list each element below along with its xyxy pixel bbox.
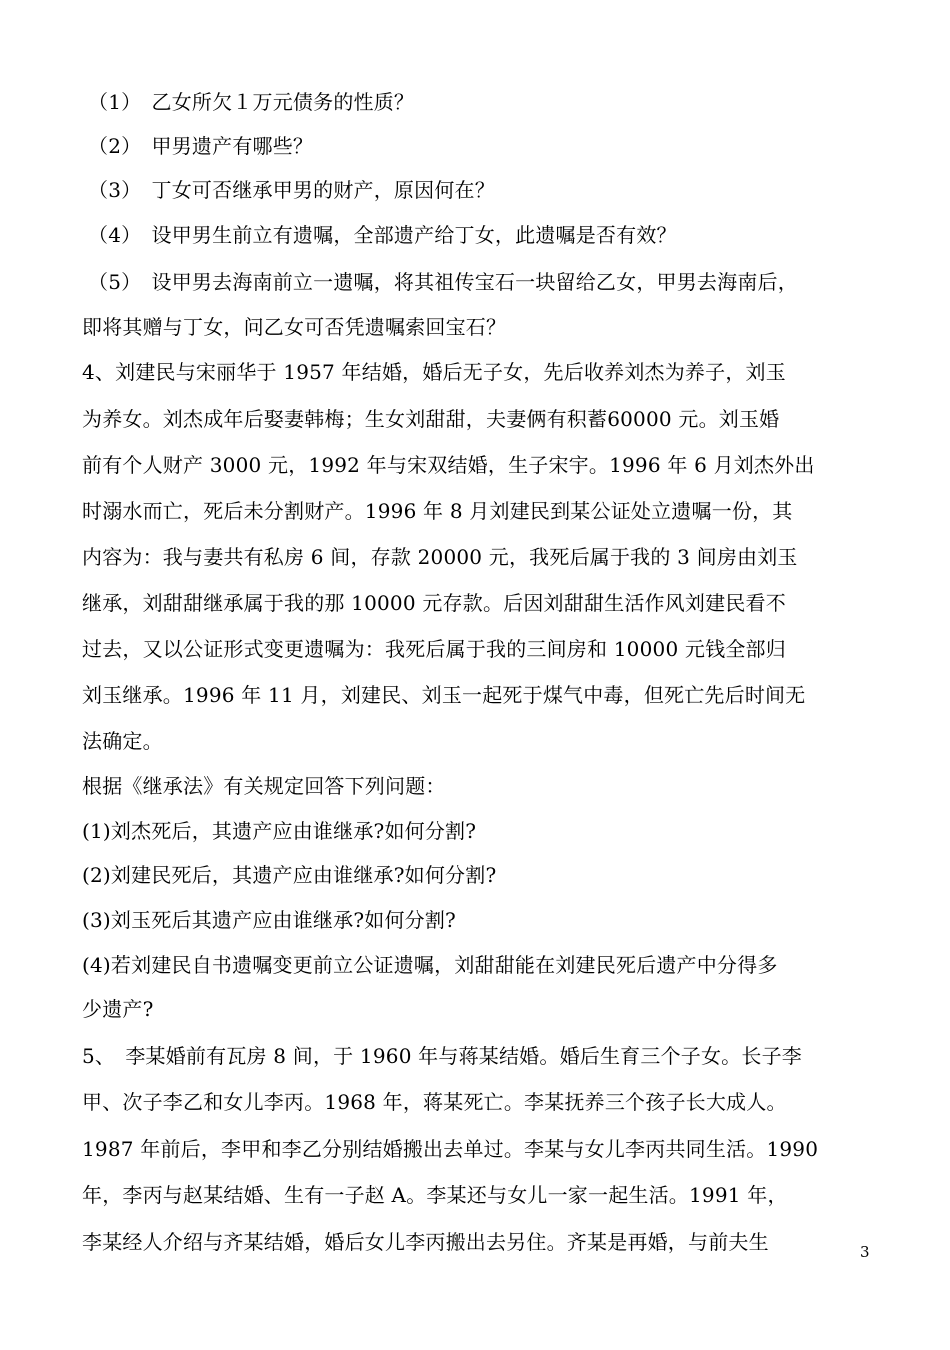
case-5-line-2: 甲、次子李乙和女儿李丙。1968 年，蒋某死亡。李某抚养三个孩子长大成人。 <box>82 1090 787 1114</box>
case-4-line-9: 法确定。 <box>82 729 163 753</box>
case-4-line-6: 继承，刘甜甜继承属于我的那 10000 元存款。后因刘甜甜生活作风刘建民看不 <box>82 591 786 615</box>
question-line-4: （4） 设甲男生前立有遗嘱，全部遗产给丁女，此遗嘱是否有效？ <box>88 223 677 247</box>
question-line-5-continued: 即将其赠与丁女，问乙女可否凭遗嘱索回宝石？ <box>82 315 507 339</box>
case-4-question-3: (3)刘玉死后其遗产应由谁继承?如何分割? <box>82 908 456 932</box>
case-4-line-2: 为养女。刘杰成年后娶妻韩梅；生女刘甜甜，夫妻俩有积蓄60000 元。刘玉婚 <box>82 407 780 431</box>
question-line-3: （3） 丁女可否继承甲男的财产，原因何在？ <box>88 178 495 202</box>
case-5-line-4: 年，李丙与赵某结婚、生有一子赵 A。李某还与女儿一家一起生活。1991 年， <box>82 1183 788 1207</box>
case-4-line-5: 内容为：我与妻共有私房 6 间，存款 20000 元，我死后属于我的 3 间房由刘玉 <box>82 545 798 569</box>
question-line-5: （5） 设甲男去海南前立一遗嘱，将其祖传宝石一块留给乙女，甲男去海南后， <box>88 270 798 294</box>
case-4-line-4: 时溺水而亡，死后未分割财产。1996 年 8 月刘建民到某公证处立遗嘱一份，其 <box>82 499 793 523</box>
case-4-line-8: 刘玉继承。1996 年 11 月，刘建民、刘玉一起死于煤气中毒，但死亡先后时间无 <box>82 683 806 707</box>
case-4-question-1: (1)刘杰死后，其遗产应由谁继承?如何分割? <box>82 819 477 843</box>
case-4-line-1: 4、刘建民与宋丽华于 1957 年结婚，婚后无子女，先后收养刘杰为养子，刘玉 <box>82 360 786 384</box>
case-4-line-3: 前有个人财产 3000 元，1992 年与宋双结婚，生子宋宇。1996 年 6 月刘杰外出 <box>82 453 815 477</box>
case-4-question-4-continued: 少遗产? <box>82 997 154 1021</box>
instruction-line: 根据《继承法》有关规定回答下列问题： <box>82 774 446 798</box>
question-line-1: （1） 乙女所欠１万元债务的性质？ <box>88 90 415 114</box>
case-4-question-4: (4)若刘建民自书遗嘱变更前立公证遗嘱，刘甜甜能在刘建民死后遗产中分得多 <box>82 953 778 977</box>
case-5-line-5: 李某经人介绍与齐某结婚，婚后女儿李丙搬出去另住。齐某是再婚，与前夫生 <box>82 1230 769 1254</box>
case-4-question-2: (2)刘建民死后，其遗产应由谁继承?如何分割? <box>82 863 497 887</box>
case-5-line-3: 1987 年前后，李甲和李乙分别结婚搬出去单过。李某与女儿李丙共同生活。1990 <box>82 1137 819 1161</box>
question-line-2: （2） 甲男遗产有哪些？ <box>88 134 314 158</box>
case-4-line-7: 过去，又以公证形式变更遗嘱为：我死后属于我的三间房和 10000 元钱全部归 <box>82 637 786 661</box>
page-number: 3 <box>860 1243 870 1261</box>
case-5-line-1: 5、 李某婚前有瓦房 8 间，于 1960 年与蒋某结婚。婚后生育三个子女。长子李 <box>82 1044 802 1068</box>
